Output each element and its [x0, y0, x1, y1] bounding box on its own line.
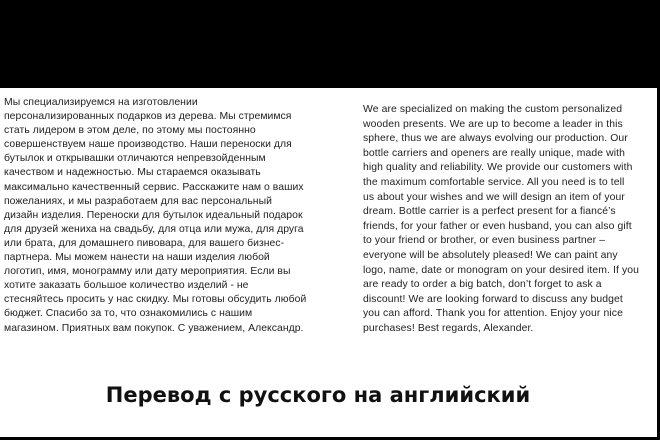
russian-source-text: Мы специализируемся на изготовлении персонализированных подарков из дерева. Мы стремимся стать лидером в этом деле, по этому мы постоянно совершенствуем наше производство. Наши переноски для бутылок и открывашки отличаются непревзойденным качеством и надежностью. Мы стараемся оказывать максимально качественный сервис. Расскажите нам о ваших пожеланиях, и мы разработаем для вас персональный дизайн изделия. Переноски для бутылок идеальный подарок для друзей жениха на свадьбу, для отца или мужа, для друга или брата, для домашнего пивовара, для вашего бизнес- партнера. Мы можем нанести на наши изделия любой логотип, имя, монограмму или дату мероприятия. Если вы хотите заказать большое количество изделий - не стесняйтесь просить у нас скидку. Мы готовы обсудить любой бюджет. Спасибо за то, что ознакомились с нашим магазином. Приятных вам покупок. С уважением, Александр.: [4, 97, 307, 334]
english-translation-text: We are specialized on making the custom personalized wooden presents. We are up to become a leader in this sphere, thus we are always evolving our production. Our bottle carriers and openers are really unique, made with high quality and reliability. We provide our customers with the maximum comfortable service. All you need is to tell us about your wishes and we will design an item of your dream. Bottle carrier is a perfect present for a fiancé’s friends, for your father or even husband, you can also gift to your friend or brother, or even business partner – everyone will be absolutely pleased! We can paint any logo, name, date or monogram on your desired item. If you are ready to order a big batch, don’t forget to ask a discount! We are looking forward to discuss any budget you can afford. Thank you for attention. Enjoy your nice purchases! Best regards, Alexander.: [363, 104, 639, 334]
top-black-bar: [0, 0, 660, 88]
banner-caption: Перевод с русского на английский: [105, 383, 531, 407]
